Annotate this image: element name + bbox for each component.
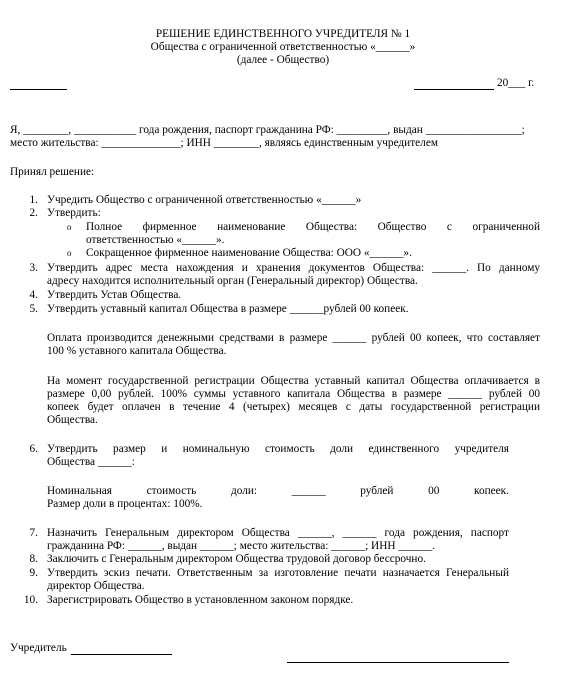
decision-label: Принял решение: — [10, 166, 95, 178]
item-text: Учредить Общество с ограниченной ответственностью «______» — [47, 194, 362, 206]
intro-line-2: место жительства: ______________; ИНН ________, являясь единственным учредителем — [10, 137, 438, 149]
place-blank-line — [10, 89, 67, 90]
item-text: Утвердить размер и номинальную стоимость доли единственного учредителя — [47, 443, 509, 455]
item-number: 5. — [29, 303, 38, 315]
item-number: 3. — [29, 262, 38, 274]
paragraph-text: копеек будет оплачен в течение 4 (четырех) месяцев с даты государственной регистрации — [47, 401, 540, 413]
item-text: Утвердить эскиз печати. Ответственным за изготовление печати назначается Генеральный — [47, 567, 509, 579]
item-number: 7. — [29, 527, 38, 539]
document-title: РЕШЕНИЕ ЕДИНСТВЕННОГО УЧРЕДИТЕЛЯ № 1 — [155, 28, 411, 40]
intro-line-1: Я, ________, ___________ года рождения, паспорт гражданина РФ: _________, выдан _________________; — [10, 124, 525, 136]
signature-label: Учредитель — [10, 642, 67, 654]
paragraph-text: Размер доли в процентах: 100%. — [47, 498, 203, 510]
signature-blank-line — [71, 654, 172, 655]
item-text: директор Общества. — [47, 580, 145, 592]
item-text: адресу находится исполнительный орган (Генеральный директор) Общества. — [47, 275, 418, 287]
paragraph-text: На момент государственной регистрации Общества уставный капитал Общества оплачивается в — [47, 375, 540, 387]
name-blank-line — [287, 662, 509, 663]
document-subtitle: Общества с ограниченной ответственностью «______» — [150, 41, 416, 53]
item-number: 1. — [29, 194, 38, 206]
paragraph-text: размере 0,00 рублей. 100% суммы уставного капитала Общества в размере ______ рублей 00 — [47, 388, 540, 400]
document-note: (далее - Общество) — [236, 54, 330, 66]
item-number: 6. — [29, 443, 38, 455]
bullet-icon: o — [67, 222, 72, 232]
item-text: Зарегистрировать Общество в установленном законом порядке. — [47, 594, 354, 606]
sub-item-text: ответственностью «______». — [86, 234, 225, 246]
item-text: Утвердить адрес места нахождения и хранения документов Общества: ______. По данному — [47, 262, 540, 274]
item-text: Общества ______: — [47, 456, 135, 468]
bullet-icon: o — [67, 248, 72, 258]
item-number: 4. — [29, 289, 38, 301]
paragraph-text: 100 % уставного капитала Общества. — [47, 345, 227, 357]
item-text: Утвердить уставный капитал Общества в размере ______рублей 00 копеек. — [47, 303, 409, 315]
item-number: 8. — [29, 553, 38, 565]
item-text: Утвердить Устав Общества. — [47, 289, 182, 301]
item-text: гражданина РФ: ______, выдан ______; место жительства: ______; ИНН ______. — [47, 540, 436, 552]
sub-item-text: Полное фирменное наименование Общества: Общество с ограниченной — [86, 221, 540, 233]
item-text: Утвердить: — [47, 207, 101, 219]
item-number: 10. — [23, 594, 38, 606]
item-text: Заключить с Генеральным директором Общества трудовой договор бессрочно. — [47, 553, 426, 565]
date-blank-line — [414, 89, 494, 90]
sub-item-text: Сокращенное фирменное наименование Общества: ООО «______». — [86, 247, 412, 259]
item-number: 9. — [29, 567, 38, 579]
year-label: 20___ г. — [497, 77, 535, 89]
item-text: Назначить Генеральным директором Общества ______, ______ года рождения, паспорт — [47, 527, 509, 539]
paragraph-text: Общества. — [47, 414, 98, 426]
item-number: 2. — [29, 207, 38, 219]
paragraph-text: Оплата производится денежными средствами в размере ______ рублей 00 копеек, что составляет — [47, 332, 540, 344]
paragraph-text: Номинальная стоимость доли: ______ рублей 00 копеек. — [47, 485, 509, 497]
